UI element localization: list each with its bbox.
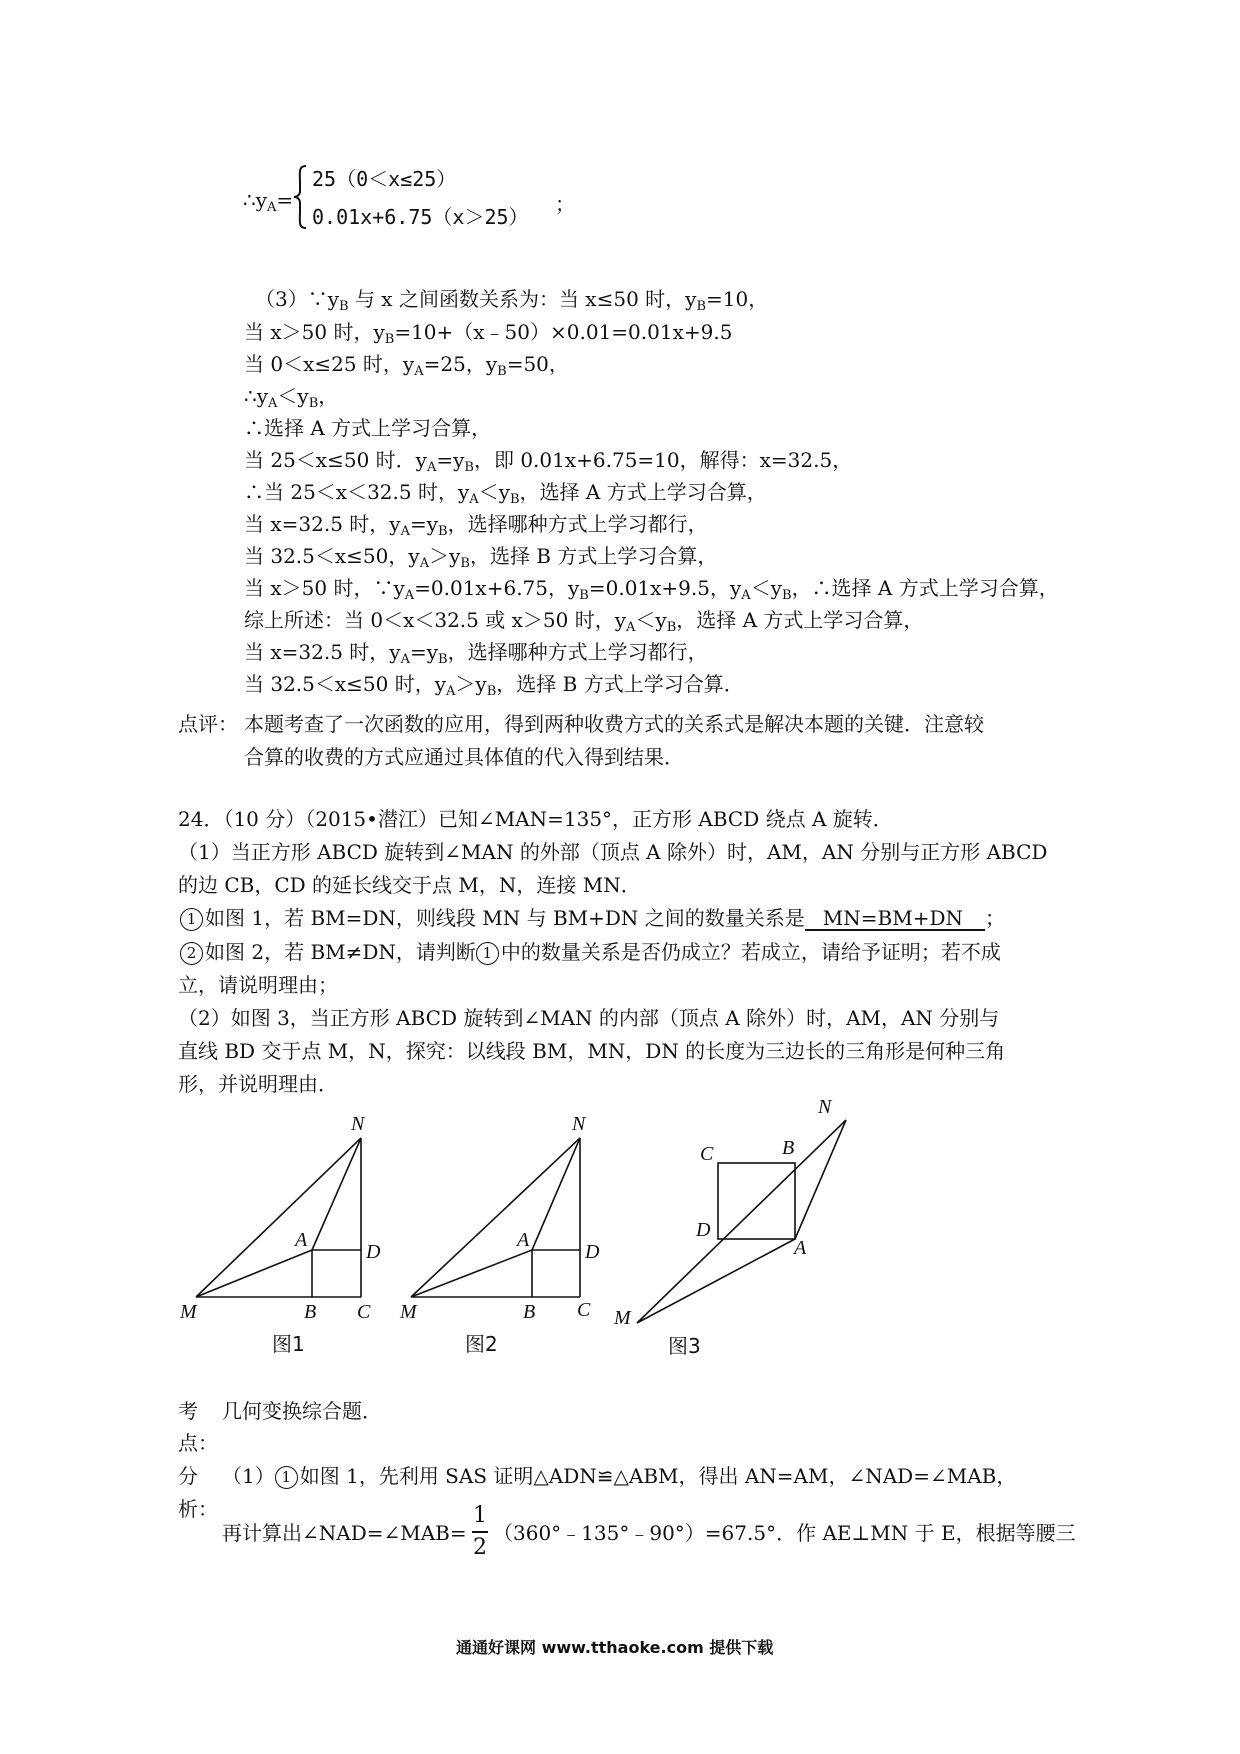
question-2-text-a: 如图 2，若 BM≠DN，请判断 <box>205 940 476 964</box>
kaodian-label-2: 点： <box>178 1431 218 1455</box>
subscript: B <box>464 460 474 475</box>
solution-text: ，选择 B 方式上学习合算， <box>469 544 718 568</box>
problem-header: 24．（10 分）（2015•潜江）已知∠MAN=135°，正方形 ABCD 绕点 A 旋转． <box>178 807 893 831</box>
subscript: B <box>696 299 707 314</box>
solution-line <box>244 544 717 572</box>
question-1-answer: MN=BM+DN <box>805 907 985 931</box>
solution-text: =0.01x+6.75，y <box>414 576 580 600</box>
fig2-line-MN <box>411 1138 580 1297</box>
solution-text: ，选择哪种方式上学习都行， <box>447 512 708 536</box>
subscript: B <box>308 396 319 411</box>
solution-line <box>244 576 1059 604</box>
circled-number-ref-1: 1 <box>476 942 499 965</box>
solution-line <box>244 480 767 508</box>
question-2-text-b: 中的数量关系是否仍成立？若成立，请给予证明；若不成 <box>500 940 1001 964</box>
fraction-numerator: 1 <box>473 1503 487 1528</box>
fraction-one-half <box>472 1505 488 1559</box>
solution-line <box>244 512 708 540</box>
footer-text: 通通好课网 www.tthaoke.com 提供下载 <box>456 1638 774 1657</box>
comment-label: 点评： <box>178 712 238 736</box>
fenxi-label-1: 分 <box>178 1464 198 1488</box>
fig1-caption: 图1 <box>272 1332 305 1356</box>
piecewise-prefix-text: ∴y <box>243 188 268 212</box>
solution-text: ∴当 25＜x＜32.5 时，y <box>244 480 470 504</box>
fig2-label-D: D <box>585 1241 600 1263</box>
solution-line <box>244 416 491 440</box>
subscript: B <box>666 620 677 635</box>
subscript: B <box>579 588 589 603</box>
subscript: A <box>469 492 479 507</box>
solution-text: ，即 0.01x+6.75=10，解得：x=32.5， <box>473 448 853 472</box>
solution-line <box>244 384 338 412</box>
solution-text: 当 x＞50 时，y <box>244 320 385 344</box>
comment-line-2: 合算的收费的方式应通过具体值的代入得到结果． <box>244 745 684 769</box>
subscript: A <box>414 364 424 379</box>
piecewise-case-2: 0.01x+6.75（x＞25） <box>312 205 529 229</box>
solution-text: =50， <box>506 352 569 376</box>
solution-line <box>255 287 768 315</box>
subscript: A <box>400 524 410 539</box>
circled-number-2: 2 <box>180 942 203 965</box>
kaodian-label-1: 考 <box>178 1399 198 1423</box>
circled-number-analysis-1: 1 <box>275 1466 298 1489</box>
solution-text: ，选择 B 方式上学习合算． <box>496 672 744 696</box>
fig1-label-M: M <box>180 1301 197 1323</box>
fig3-label-B: B <box>782 1137 795 1159</box>
solution-text: ＜y <box>635 608 667 632</box>
question-2-line-2: 立，请说明理由； <box>178 973 338 997</box>
subscript: A <box>268 396 278 411</box>
solution-text: =y <box>409 512 439 536</box>
solution-text: ＜y <box>750 576 782 600</box>
solution-text: 综上所述：当 0＜x＜32.5 或 x＞50 时，y <box>244 608 626 632</box>
problem-part2-line1: （2）如图 3，当正方形 ABCD 旋转到∠MAN 的内部（顶点 A 除外）时，AM，AN 分别与 <box>178 1006 1000 1030</box>
fig2-label-M: M <box>400 1301 417 1323</box>
fig1-line-MA <box>196 1250 312 1297</box>
subscript: B <box>384 332 395 347</box>
fig1-line-AN <box>312 1138 361 1250</box>
circled-number-1: 1 <box>180 908 203 931</box>
solution-text: ＞y <box>455 672 487 696</box>
fenxi-line-2-b: （360°﹣135°﹣90°）=67.5°．作 AE⊥MN 于 E，根据等腰三 <box>493 1521 1076 1545</box>
figure-2 <box>411 1138 580 1297</box>
solution-text: ＞y <box>429 544 461 568</box>
kaodian-text: 几何变换综合题． <box>222 1399 382 1423</box>
fig1-label-B: B <box>304 1301 317 1323</box>
subscript: B <box>460 556 470 571</box>
solution-text: ，选择哪种方式上学习都行， <box>447 640 708 664</box>
question-2 <box>180 940 1001 965</box>
solution-line <box>244 672 744 700</box>
fig3-label-D: D <box>696 1219 711 1241</box>
fig2-label-N: N <box>572 1113 586 1135</box>
fenxi-line-1-b: 如图 1，先利用 SAS 证明△ADN≌△ABM，得出 AN=AM，∠NAD=∠MAB， <box>299 1464 1017 1488</box>
fig3-label-A: A <box>794 1237 807 1259</box>
fig3-caption: 图3 <box>668 1334 701 1358</box>
solution-text: =10+（x﹣50）×0.01=0.01x+9.5 <box>394 320 733 344</box>
solution-text: 当 0＜x≤25 时，y <box>244 352 415 376</box>
subscript: B <box>782 588 792 603</box>
solution-text: =y <box>436 448 465 472</box>
solution-text: ∴选择 A 方式上学习合算， <box>244 416 492 440</box>
solution-line <box>244 448 852 476</box>
solution-line <box>244 608 923 636</box>
solution-text: ＜y <box>277 384 309 408</box>
solution-text: =25，y <box>423 352 498 376</box>
fig1-label-C: C <box>357 1301 371 1323</box>
fenxi-label-2: 析： <box>178 1497 218 1521</box>
fenxi-line-1 <box>222 1464 1016 1489</box>
question-1-text: 如图 1，若 BM=DN，则线段 MN 与 BM+DN 之间的数量关系是 <box>205 906 805 930</box>
question-1 <box>180 906 1005 931</box>
fig3-square <box>718 1163 795 1239</box>
solution-text: 当 25＜x≤50 时．y <box>244 448 427 472</box>
fig1-label-D: D <box>366 1241 381 1263</box>
subscript: B <box>438 524 448 539</box>
fig2-label-C: C <box>577 1299 591 1321</box>
solution-text: 当 x=32.5 时，y <box>244 640 401 664</box>
problem-part2-line3: 形，并说明理由． <box>178 1072 338 1096</box>
fenxi-line-2-a: 再计算出∠NAD=∠MAB= <box>222 1521 467 1545</box>
solution-text: ，∴选择 A 方式上学习合算， <box>791 576 1059 600</box>
solution-line <box>244 320 732 348</box>
fraction-bar <box>472 1531 488 1533</box>
fig1-label-N: N <box>351 1113 365 1135</box>
fraction-denominator: 2 <box>473 1535 487 1560</box>
fig2-label-A: A <box>517 1229 530 1251</box>
fig3-line-MA <box>637 1239 795 1323</box>
solution-text: 当 32.5＜x≤50 时，y <box>244 672 447 696</box>
subscript: B <box>438 652 448 667</box>
solution-text: 与 x 之间函数关系为：当 x≤50 时，y <box>348 287 697 311</box>
fig1-line-MN <box>196 1138 361 1297</box>
piecewise-brace <box>293 165 307 229</box>
piecewise-suffix: ； <box>555 192 575 216</box>
figure-3 <box>637 1120 846 1323</box>
fig3-label-C: C <box>700 1143 714 1165</box>
solution-text: ＜y <box>478 480 510 504</box>
fig2-line-AN <box>532 1138 580 1250</box>
solution-line <box>244 640 708 668</box>
subscript: A <box>741 588 751 603</box>
subscript: B <box>509 492 520 507</box>
fig1-label-A: A <box>295 1229 308 1251</box>
solution-text: 当 x=32.5 时，y <box>244 512 401 536</box>
fig2-caption: 图2 <box>465 1332 498 1356</box>
subscript: A <box>404 588 415 603</box>
piecewise-case-1: 25（0＜x≤25） <box>312 167 457 191</box>
subscript: A <box>400 652 410 667</box>
piecewise-prefix-sub: A <box>267 200 277 215</box>
solution-text: =0.01x+9.5，y <box>588 576 742 600</box>
subscript: A <box>419 556 430 571</box>
solution-text: ，选择 A 方式上学习合算， <box>676 608 924 632</box>
fig2-line-MA <box>411 1250 532 1297</box>
solution-text: （3）∵y <box>255 287 340 311</box>
solution-text: 当 32.5＜x≤50，y <box>244 544 420 568</box>
solution-line <box>244 352 569 380</box>
fig3-label-N: N <box>818 1096 832 1118</box>
subscript: B <box>339 299 349 314</box>
problem-part1-line1: （1）当正方形 ABCD 旋转到∠MAN 的外部（顶点 A 除外）时，AM，AN 分别与正方形 ABCD <box>178 840 1048 864</box>
subscript: A <box>446 684 456 699</box>
problem-part1-line2: 的边 CB，CD 的延长线交于点 M，N，连接 MN． <box>178 873 641 897</box>
subscript: A <box>426 460 437 475</box>
fig2-label-B: B <box>523 1301 536 1323</box>
question-1-end: ； <box>985 906 1006 930</box>
problem-part2-line2: 直线 BD 交于点 M，N，探究：以线段 BM，MN，DN 的长度为三边长的三角形是何种三角 <box>178 1039 1006 1063</box>
solution-text: =10， <box>706 287 769 311</box>
comment-line-1: 本题考查了一次函数的应用，得到两种收费方式的关系式是解决本题的关键．注意较 <box>244 712 984 736</box>
subscript: B <box>486 684 497 699</box>
solution-text: =y <box>409 640 439 664</box>
solution-text: ，选择 A 方式上学习合算， <box>519 480 767 504</box>
fenxi-line-1-a: （1） <box>222 1464 275 1488</box>
fig3-line-MN <box>637 1120 846 1323</box>
piecewise-prefix <box>243 188 293 216</box>
solution-text: 当 x＞50 时，∵y <box>244 576 405 600</box>
fig3-line-AN <box>795 1120 846 1239</box>
solution-text: ∴y <box>244 384 269 408</box>
figure-1 <box>196 1138 361 1297</box>
subscript: B <box>497 364 507 379</box>
subscript: A <box>626 620 636 635</box>
solution-text: ， <box>318 384 339 408</box>
fig3-label-M: M <box>614 1307 631 1329</box>
piecewise-prefix-eq: = <box>276 188 294 212</box>
